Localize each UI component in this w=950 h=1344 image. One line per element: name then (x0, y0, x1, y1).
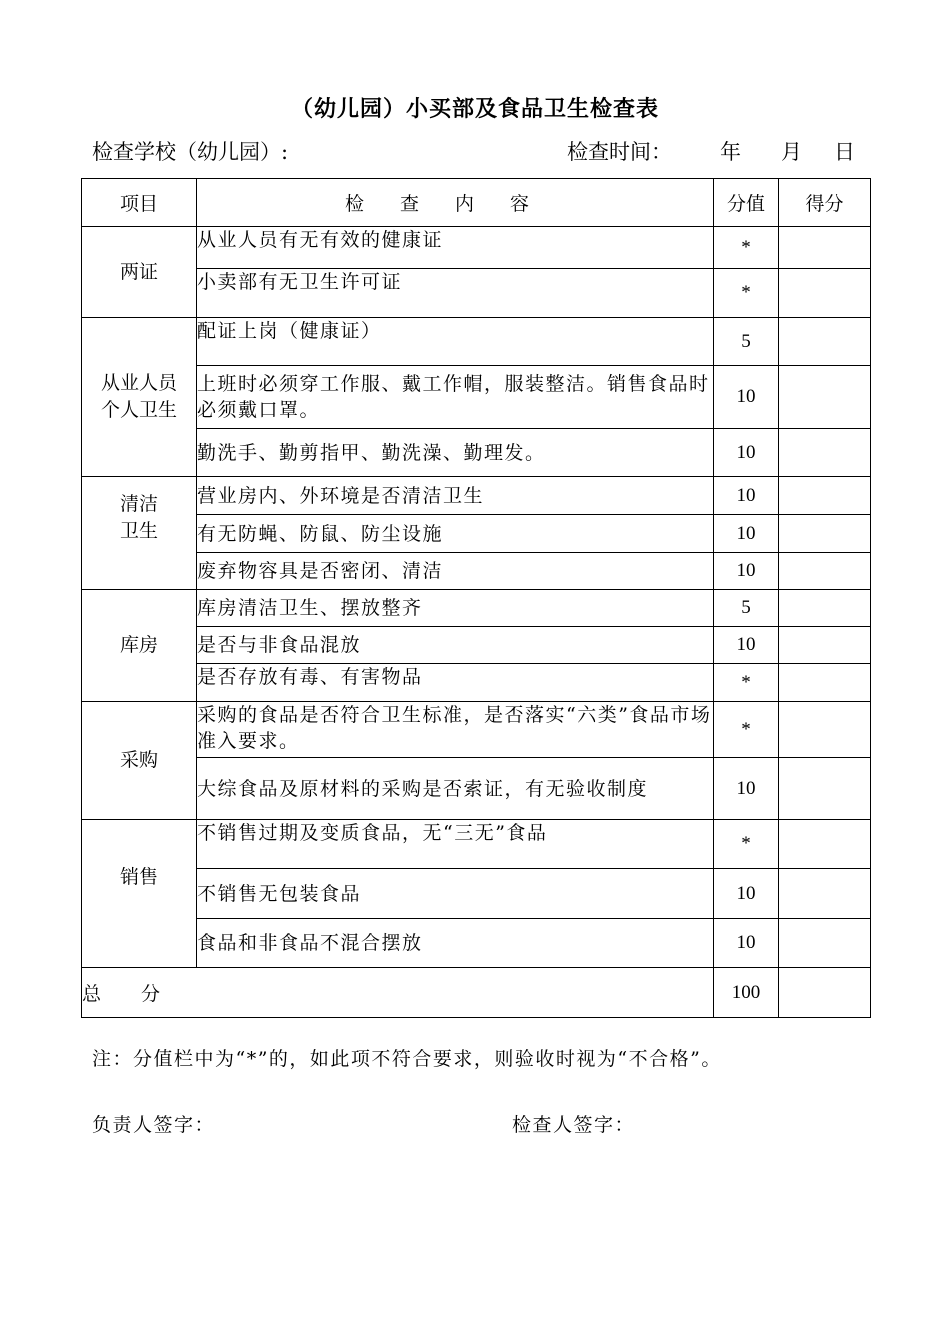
time-label: 检查时间： (567, 140, 672, 164)
table-row (82, 702, 871, 758)
inspection-time (567, 136, 855, 166)
footnote: 注：分值栏中为“*”的，如此项不符合要求，则验收时视为“不合格”。 (92, 1048, 722, 1070)
inspection-table (81, 178, 871, 1018)
score-cell[interactable] (779, 429, 871, 477)
category-cell (82, 318, 197, 477)
value-cell: 5 (714, 590, 779, 627)
value-cell: 5 (714, 318, 779, 366)
score-cell[interactable] (779, 758, 871, 820)
value-cell: 10 (714, 627, 779, 664)
table-row (82, 869, 871, 919)
value-cell: * (714, 227, 779, 269)
content-cell: 从业人员有无有效的健康证 (197, 227, 714, 269)
category-cell: 销售 (82, 820, 197, 968)
content-cell: 是否存放有毒、有害物品 (197, 664, 714, 702)
table-row (82, 664, 871, 702)
category-cell: 库房 (82, 590, 197, 702)
header-score: 得分 (779, 179, 871, 227)
table-row (82, 477, 871, 515)
score-cell[interactable] (779, 477, 871, 515)
content-cell: 营业房内、外环境是否清洁卫生 (197, 477, 714, 515)
score-cell[interactable] (779, 664, 871, 702)
table-header-row (82, 179, 871, 227)
score-cell[interactable] (779, 318, 871, 366)
value-cell: 10 (714, 366, 779, 429)
category-line: 卫生 (119, 520, 158, 542)
content-cell: 有无防蝇、防鼠、防尘设施 (197, 515, 714, 553)
year-label: 年 (720, 140, 741, 164)
content-cell: 食品和非食品不混合摆放 (197, 919, 714, 968)
content-cell: 大综食品及原材料的采购是否索证，有无验收制度 (197, 758, 714, 820)
content-cell: 库房清洁卫生、摆放整齐 (197, 590, 714, 627)
value-cell: 10 (714, 429, 779, 477)
school-label: 检查学校（幼儿园）: (92, 140, 289, 164)
score-cell[interactable] (779, 227, 871, 269)
value-cell: 10 (714, 758, 779, 820)
value-cell: * (714, 664, 779, 702)
score-cell[interactable] (779, 627, 871, 664)
value-cell: * (714, 820, 779, 869)
content-cell: 配证上岗（健康证） (197, 318, 714, 366)
category-cell (82, 477, 197, 590)
content-cell: 不销售无包装食品 (197, 869, 714, 919)
value-cell: 10 (714, 869, 779, 919)
value-cell: * (714, 269, 779, 318)
page-title: （幼儿园）小买部及食品卫生检查表 (290, 97, 659, 122)
score-cell[interactable] (779, 366, 871, 429)
score-cell[interactable] (779, 590, 871, 627)
content-cell: 不销售过期及变质食品，无“三无”食品 (197, 820, 714, 869)
category-line: 从业人员 (100, 372, 177, 394)
header-value: 分值 (714, 179, 779, 227)
table-row (82, 627, 871, 664)
score-cell[interactable] (779, 820, 871, 869)
score-cell[interactable] (779, 553, 871, 590)
day-label: 日 (834, 140, 855, 164)
month-label: 月 (781, 140, 802, 164)
content-cell: 勤洗手、勤剪指甲、勤洗澡、勤理发。 (197, 429, 714, 477)
score-cell[interactable] (779, 269, 871, 318)
score-cell[interactable] (779, 869, 871, 919)
table-row (82, 366, 871, 429)
value-cell: * (714, 702, 779, 758)
value-cell: 10 (714, 477, 779, 515)
table-row (82, 820, 871, 869)
value-cell: 10 (714, 515, 779, 553)
total-score-cell[interactable] (779, 968, 871, 1018)
table-row (82, 318, 871, 366)
table-row (82, 553, 871, 590)
total-row (82, 968, 871, 1018)
header-category: 项目 (82, 179, 197, 227)
score-cell[interactable] (779, 702, 871, 758)
category-line: 清洁 (119, 493, 158, 515)
score-cell[interactable] (779, 515, 871, 553)
category-cell: 两证 (82, 227, 197, 318)
table-row (82, 429, 871, 477)
table-row (82, 758, 871, 820)
total-label: 总分 (82, 968, 714, 1018)
category-cell: 采购 (82, 702, 197, 820)
inspector-signature-label: 检查人签字： (512, 1114, 636, 1136)
table-row (82, 227, 871, 269)
header-content: 检查内容 (197, 179, 714, 227)
table-row (82, 269, 871, 318)
value-cell: 10 (714, 553, 779, 590)
table-row (82, 919, 871, 968)
content-cell: 上班时必须穿工作服、戴工作帽，服装整洁。销售食品时必须戴口罩。 (197, 366, 714, 429)
content-cell: 废弃物容具是否密闭、清洁 (197, 553, 714, 590)
content-cell: 采购的食品是否符合卫生标准，是否落实“六类”食品市场准入要求。 (197, 702, 714, 758)
score-cell[interactable] (779, 919, 871, 968)
value-cell: 10 (714, 919, 779, 968)
content-cell: 是否与非食品混放 (197, 627, 714, 664)
total-value: 100 (714, 968, 779, 1018)
table-row (82, 515, 871, 553)
responsible-signature-label: 负责人签字： (92, 1114, 216, 1136)
category-line: 个人卫生 (100, 399, 177, 421)
content-cell: 小卖部有无卫生许可证 (197, 269, 714, 318)
table-row (82, 590, 871, 627)
